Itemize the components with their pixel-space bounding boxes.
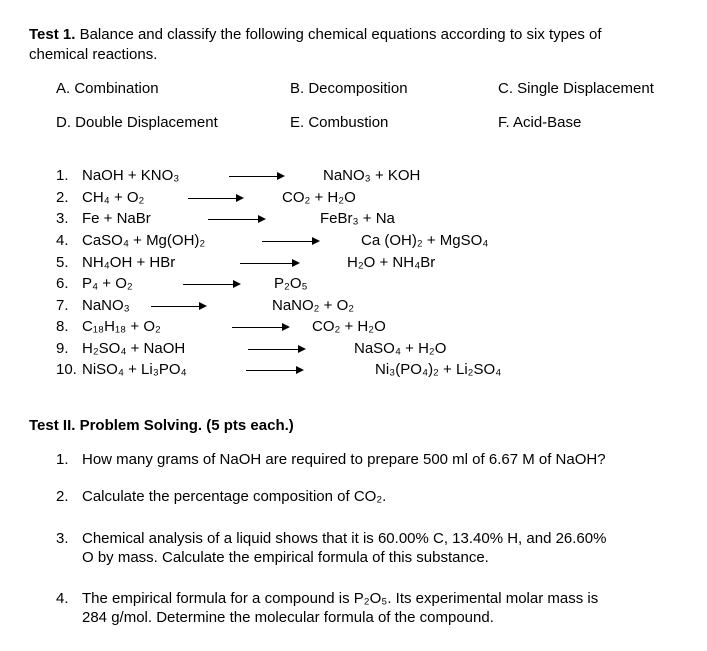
test1-instruction-line1: Balance and classify the following chemical equations according to six types of <box>75 26 602 43</box>
equation-products: NaNO₂ + O₂ <box>272 297 355 314</box>
equation-number: 2. <box>56 189 69 206</box>
equation-reactants: C₁₈H₁₈ + O₂ <box>82 318 161 335</box>
type-combination: A. Combination <box>56 80 159 97</box>
equation-number: 6. <box>56 275 69 292</box>
test1-instruction-line2: chemical reactions. <box>29 46 158 63</box>
equation-number: 10. <box>56 361 77 378</box>
reaction-arrow-icon <box>188 198 242 199</box>
reaction-arrow-icon <box>229 176 283 177</box>
equation-reactants: Fe + NaBr <box>82 210 151 227</box>
equation-reactants: H₂SO₄ + NaOH <box>82 340 186 357</box>
equation-number: 9. <box>56 340 69 357</box>
type-acid-base: F. Acid-Base <box>498 114 582 131</box>
equation-reactants: CaSO₄ + Mg(OH)₂ <box>82 232 206 249</box>
equation-products: H₂O + NH₄Br <box>347 254 436 271</box>
equation-number: 8. <box>56 318 69 335</box>
equation-reactants: P₄ + O₂ <box>82 275 133 292</box>
equation-reactants: CH₄ + O₂ <box>82 189 145 206</box>
problem-text: Chemical analysis of a liquid shows that it is 60.00% C, 13.40% H, and 26.60% <box>82 530 607 547</box>
type-double-displacement: D. Double Displacement <box>56 114 218 131</box>
problem-number: 4. <box>56 590 69 607</box>
reaction-arrow-icon <box>232 327 288 328</box>
equation-number: 5. <box>56 254 69 271</box>
problem-text-continued: 284 g/mol. Determine the molecular formula of the compound. <box>82 609 494 626</box>
problem-number: 2. <box>56 488 69 505</box>
equation-products: NaNO₃ + KOH <box>323 167 421 184</box>
problem-text-continued: O by mass. Calculate the empirical formula of this substance. <box>82 549 489 566</box>
reaction-arrow-icon <box>246 370 302 371</box>
reaction-arrow-icon <box>183 284 239 285</box>
reaction-arrow-icon <box>151 306 205 307</box>
type-single-displacement: C. Single Displacement <box>498 80 654 97</box>
problem-text: How many grams of NaOH are required to prepare 500 ml of 6.67 M of NaOH? <box>82 451 606 468</box>
equation-reactants: NaOH + KNO₃ <box>82 167 180 184</box>
reaction-arrow-icon <box>240 263 298 264</box>
reaction-arrow-icon <box>248 349 304 350</box>
test1-label: Test 1. <box>29 26 76 43</box>
reaction-arrow-icon <box>208 219 264 220</box>
problem-number: 1. <box>56 451 69 468</box>
problem-text: Calculate the percentage composition of CO₂. <box>82 488 387 505</box>
equation-products: CO₂ + H₂O <box>282 189 356 206</box>
problem-number: 3. <box>56 530 69 547</box>
problem-text: The empirical formula for a compound is P₂O₅. Its experimental molar mass is <box>82 590 599 607</box>
equation-number: 4. <box>56 232 69 249</box>
reaction-arrow-icon <box>262 241 318 242</box>
equation-products: Ni₃(PO₄)₂ + Li₂SO₄ <box>375 361 502 378</box>
test2-heading: Test II. Problem Solving. (5 pts each.) <box>29 417 294 434</box>
equation-products: Ca (OH)₂ + MgSO₄ <box>361 232 489 249</box>
type-decomposition: B. Decomposition <box>290 80 408 97</box>
type-combustion: E. Combustion <box>290 114 389 131</box>
equation-reactants: NH₄OH + HBr <box>82 254 176 271</box>
equation-number: 3. <box>56 210 69 227</box>
equation-products: P₂O₅ <box>274 275 308 292</box>
equation-products: NaSO₄ + H₂O <box>354 340 447 357</box>
equation-reactants: NiSO₄ + Li₃PO₄ <box>82 361 187 378</box>
equation-number: 7. <box>56 297 69 314</box>
equation-products: FeBr₃ + Na <box>320 210 395 227</box>
equation-number: 1. <box>56 167 69 184</box>
test1-heading <box>29 25 602 45</box>
equation-products: CO₂ + H₂O <box>312 318 386 335</box>
equation-reactants: NaNO₃ <box>82 297 130 314</box>
